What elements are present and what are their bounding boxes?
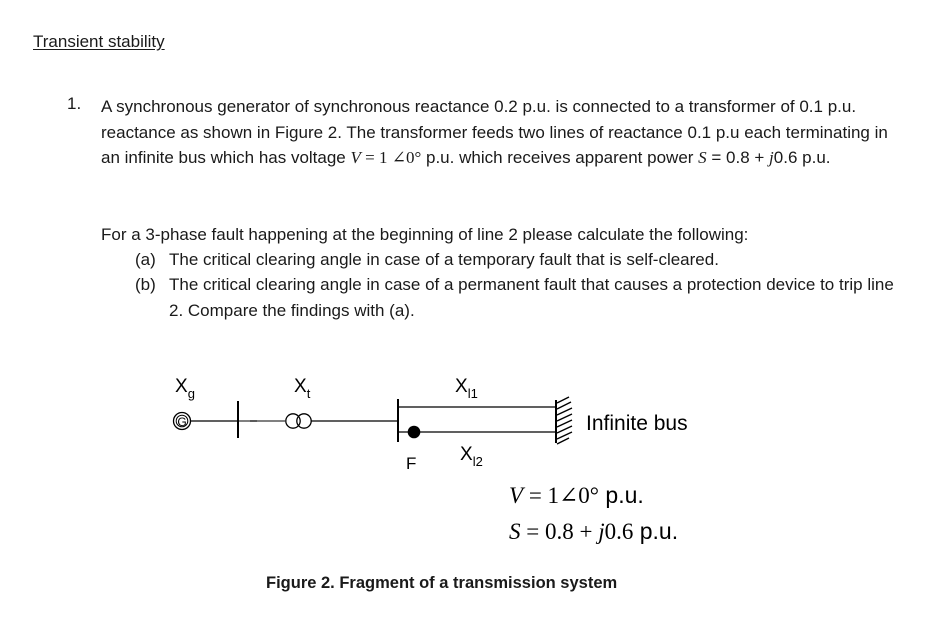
voltage-variable: V (350, 148, 361, 167)
statement-text-3: = 0.8 + (706, 148, 770, 167)
figure-caption: Figure 2. Fragment of a transmission system (266, 574, 618, 592)
xl1-label: $X_{l1}$ (455, 376, 478, 401)
fault-description: For a 3-phase fault happening at the beginning of line 2 please calculate the following: (101, 225, 749, 244)
section-heading: Transient stability (33, 32, 165, 51)
infinite-bus-hatch (557, 397, 572, 444)
voltage-equation: = 1 ∠0° (360, 148, 422, 167)
problem-statement (101, 94, 901, 171)
imaginary-unit: j (769, 148, 774, 167)
xt-label: $X_t$ (294, 376, 311, 401)
infinite-bus-label: Infinite bus (586, 412, 688, 435)
item-a-text: The critical clearing angle in case of a temporary fault that is self-cleared. (169, 250, 719, 269)
question-number: 1. (67, 94, 82, 113)
statement-text-1: A synchronous generator of synchronous reactance 0.2 p.u. is connected to a transformer of 0.1 p.u. reactance as shown in Figure 2. The transformer feeds two lines of reactance 0.1 p.u each terminating in an infinite bus which has voltage (101, 97, 888, 167)
diagram-voltage: V = 1∠0° p.u. (509, 482, 644, 508)
statement-text-4: 0.6 p.u. (773, 148, 831, 167)
xg-label: $X_g$ (175, 376, 195, 401)
fault-label: F (406, 454, 417, 473)
item-b-text: The critical clearing angle in case of a permanent fault that causes a protection device to trip line 2. Compare the findings with (a). (169, 275, 894, 320)
statement-text-2: p.u. which receives apparent power (421, 148, 699, 167)
generator-symbol: G (177, 415, 187, 429)
power-variable: S (698, 148, 707, 167)
item-a-tag: (a) (135, 250, 156, 269)
fault-point (408, 426, 421, 439)
item-b-tag: (b) (135, 275, 156, 294)
diagram-power: S = 0.8 + j0.6 p.u. (509, 518, 679, 544)
xl2-label: $X_{l2}$ (460, 444, 483, 469)
